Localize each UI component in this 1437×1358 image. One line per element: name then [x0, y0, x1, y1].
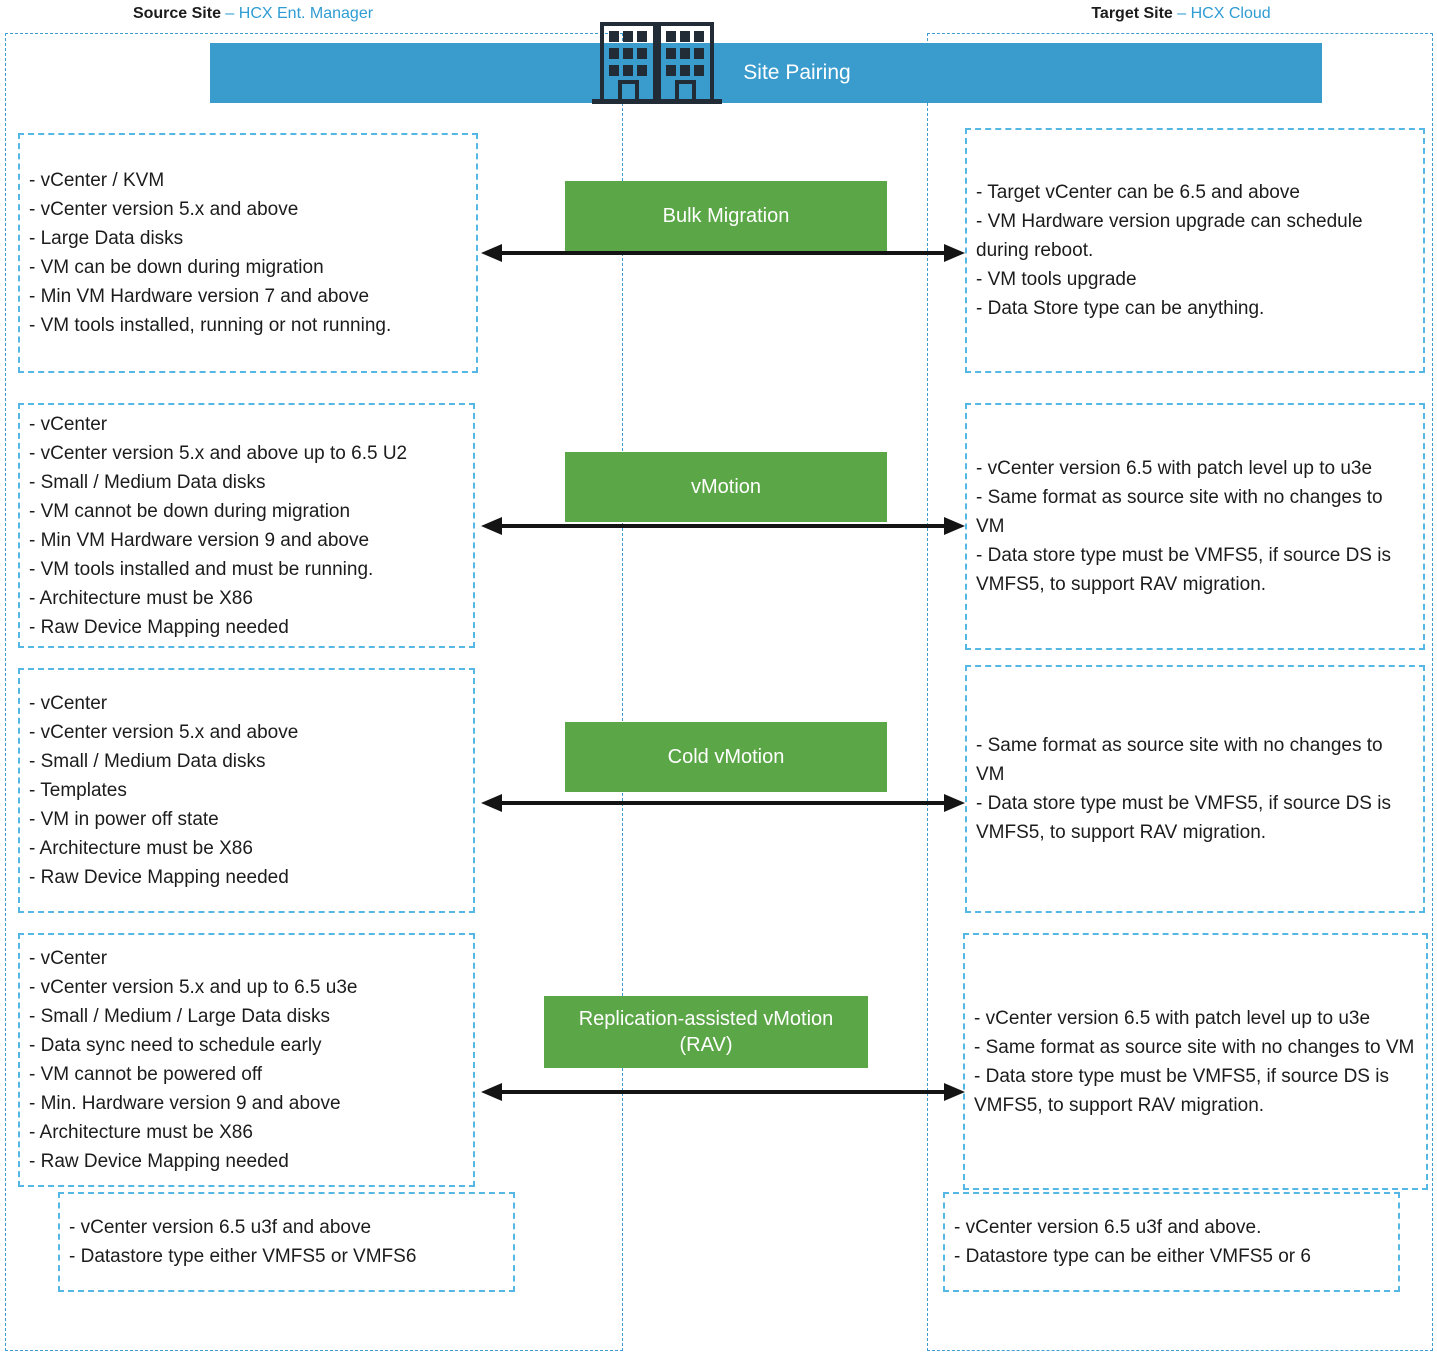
migration-type-label: Replication-assisted vMotion: [578, 1008, 834, 1030]
requirement-item: - Min VM Hardware version 7 and above: [29, 286, 370, 307]
migration-type-sublabel: (RAV): [679, 1034, 733, 1056]
cold-vmotion-box: [565, 722, 887, 792]
target-site-label: Target Site: [1091, 5, 1173, 22]
requirement-item: - Data sync need to schedule early: [29, 1035, 322, 1056]
requirement-item: - vCenter version 5.x and up to 6.5 u3e: [29, 977, 358, 998]
requirement-item: - vCenter: [29, 948, 108, 969]
vmotion-target-requirements: [965, 403, 1425, 650]
site-pairing-banner: [210, 43, 1322, 103]
requirement-item: - Large Data disks: [29, 228, 184, 249]
vmotion-source-requirements: [18, 403, 475, 648]
requirement-item: - vCenter: [29, 693, 108, 714]
requirement-item: - VM in power off state: [29, 809, 219, 830]
requirement-item: - vCenter version 6.5 u3f and above: [69, 1217, 372, 1238]
source-site-label: Source Site: [132, 5, 221, 22]
rav-box: [544, 996, 868, 1068]
requirement-item: - vCenter: [29, 413, 108, 435]
site-pairing-title: Site Pairing: [743, 61, 851, 84]
office-buildings-icon: [591, 21, 723, 107]
requirements-list: [976, 731, 1415, 847]
cold-vmotion-arrow: [481, 794, 965, 812]
requirement-item: - VM tools installed and must be running.: [29, 558, 374, 580]
requirement-item: - VM cannot be powered off: [29, 1064, 263, 1085]
migration-type-label: vMotion: [690, 476, 762, 498]
requirement-item: - VM Hardware version upgrade can schedule during reboot.: [976, 211, 1363, 261]
requirements-list: [974, 1004, 1418, 1120]
requirement-item: - Min VM Hardware version 9 and above: [29, 529, 370, 551]
target-site-value: – HCX Cloud: [1177, 5, 1271, 22]
requirement-item: - VM tools installed, running or not running.: [29, 315, 392, 336]
requirement-item: - vCenter version 6.5 u3f and above.: [954, 1217, 1262, 1238]
requirement-item: - Raw Device Mapping needed: [29, 616, 289, 638]
arrow-shaft: [495, 524, 951, 528]
cold-vmotion-source-requirements: [18, 668, 475, 913]
requirement-item: - Datastore type either VMFS5 or VMFS6: [69, 1246, 417, 1267]
requirements-list: [29, 166, 391, 340]
arrow-shaft: [495, 251, 951, 255]
requirement-item: - Small / Medium Data disks: [29, 751, 266, 772]
vmotion-arrow: [481, 517, 965, 535]
migration-type-label: Bulk Migration: [662, 205, 790, 227]
requirement-item: - VM tools upgrade: [976, 269, 1137, 290]
vmotion-box: [565, 452, 887, 522]
requirements-list: [976, 178, 1415, 323]
requirement-item: - vCenter version 6.5 with patch level up to u3e: [976, 458, 1373, 479]
requirement-item: - Architecture must be X86: [29, 587, 253, 609]
requirement-item: - Data store type must be VMFS5, if source DS is VMFS5, to support RAV migration.: [974, 1065, 1389, 1116]
bulk-migration-target-requirements: [965, 128, 1425, 373]
rav-arrow: [481, 1083, 965, 1101]
requirement-item: - Same format as source site with no changes to VM: [974, 1036, 1415, 1058]
requirement-item: - Data Store type can be anything.: [976, 298, 1265, 319]
requirements-list: [29, 689, 298, 892]
requirement-item: - Small / Medium Data disks: [29, 471, 266, 493]
requirement-item: - Raw Device Mapping needed: [29, 867, 289, 888]
requirement-item: - vCenter version 5.x and above: [29, 199, 299, 220]
bulk-migration-box: [565, 181, 887, 251]
source-footnote-box: [58, 1192, 515, 1292]
requirement-item: - Data store type must be VMFS5, if source DS is VMFS5, to support RAV migration.: [976, 793, 1391, 843]
target-footnote-box: [943, 1192, 1400, 1292]
bulk-migration-source-requirements: [18, 133, 478, 373]
requirement-item: - Templates: [29, 780, 127, 801]
target-site-heading: [951, 5, 1411, 23]
requirement-item: - Datastore type can be either VMFS5 or 6: [954, 1246, 1311, 1267]
cold-vmotion-target-requirements: [965, 665, 1425, 913]
requirement-item: - vCenter version 5.x and above: [29, 722, 299, 743]
requirement-item: - Data store type must be VMFS5, if source DS is VMFS5, to support RAV migration.: [976, 545, 1391, 595]
requirements-list: [69, 1213, 416, 1271]
migration-type-label: Cold vMotion: [667, 746, 785, 768]
requirement-item: - Small / Medium / Large Data disks: [29, 1006, 330, 1027]
requirement-item: - Same format as source site with no changes to VM: [976, 487, 1383, 537]
requirement-item: - Architecture must be X86: [29, 838, 253, 859]
source-site-value: – HCX Ent. Manager: [225, 5, 374, 22]
requirement-item: - Same format as source site with no changes to VM: [976, 735, 1383, 785]
rav-target-requirements: [963, 933, 1428, 1190]
rav-source-requirements: [18, 933, 475, 1187]
arrow-shaft: [495, 801, 951, 805]
requirement-item: - VM cannot be down during migration: [29, 500, 351, 522]
requirements-list: [976, 454, 1415, 599]
requirement-item: - Architecture must be X86: [29, 1122, 253, 1143]
arrow-shaft: [495, 1090, 951, 1094]
requirement-item: - vCenter version 5.x and above up to 6.5 U2: [29, 442, 408, 464]
source-site-heading: [23, 5, 483, 23]
requirement-item: - Raw Device Mapping needed: [29, 1151, 289, 1172]
requirements-list: [29, 410, 407, 642]
requirement-item: - vCenter version 6.5 with patch level up to u3e: [974, 1007, 1371, 1029]
requirement-item: - vCenter / KVM: [29, 170, 165, 191]
requirement-item: - Min. Hardware version 9 and above: [29, 1093, 341, 1114]
bulk-migration-arrow: [481, 244, 965, 262]
requirement-item: - VM can be down during migration: [29, 257, 324, 278]
requirements-list: [954, 1213, 1311, 1271]
requirement-item: - Target vCenter can be 6.5 and above: [976, 182, 1300, 203]
requirements-list: [29, 944, 357, 1176]
